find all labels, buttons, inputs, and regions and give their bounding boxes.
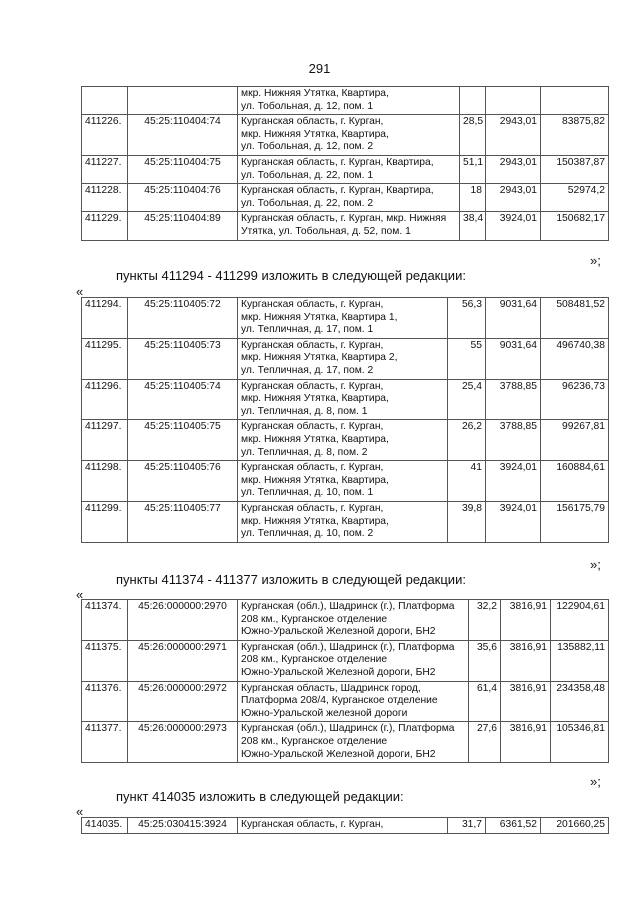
total-value-cell: 496740,38 [541, 338, 609, 379]
row-number: 411229. [82, 212, 128, 240]
cadastral-number: 45:25:110404:75 [128, 155, 238, 183]
table-row [82, 461, 609, 502]
cadastral-number: 45:25:110405:75 [128, 420, 238, 461]
quote-open-2: « [76, 587, 84, 602]
quote-close-1: »; [590, 253, 601, 268]
table-row [82, 338, 609, 379]
registry-table-1 [81, 86, 609, 241]
row-number: 411297. [82, 420, 128, 461]
total-value-cell: 135882,11 [551, 640, 609, 681]
address-cell: Курганская область, Шадринск город, Платформа 208/4, Курганское отделение Южно-Уральской железной дороги [238, 681, 469, 722]
area-cell: 27,6 [469, 722, 501, 763]
total-value-cell: 96236,73 [541, 379, 609, 420]
row-number: 411376. [82, 681, 128, 722]
cadastral-number: 45:26:000000:2972 [128, 681, 238, 722]
total-value-cell [541, 87, 609, 115]
total-value-cell: 156175,79 [541, 501, 609, 542]
price-cell: 2943,01 [486, 155, 541, 183]
table-row [82, 115, 609, 156]
row-number: 411294. [82, 298, 128, 339]
quote-open-1: « [76, 284, 84, 299]
address-cell: мкр. Нижняя Утятка, Квартира, ул. Тобольная, д. 12, пом. 1 [238, 87, 460, 115]
address-cell: Курганская область, г. Курган, мкр. Нижняя Утятка, ул. Тобольная, д. 52, пом. 1 [238, 212, 460, 240]
area-cell: 39,8 [448, 501, 486, 542]
amendment-paragraph-3: пункт 414035 изложить в следующей редакции: [116, 789, 404, 804]
table-row [82, 155, 609, 183]
area-cell: 41 [448, 461, 486, 502]
area-cell: 26,2 [448, 420, 486, 461]
row-number: 411377. [82, 722, 128, 763]
price-cell: 3816,91 [501, 681, 551, 722]
table-row [82, 501, 609, 542]
table-row [82, 818, 609, 834]
table-row [82, 184, 609, 212]
price-cell: 9031,64 [486, 298, 541, 339]
price-cell: 9031,64 [486, 338, 541, 379]
price-cell: 6361,52 [486, 818, 541, 834]
address-cell: Курганская область, г. Курган, мкр. Нижняя Утятка, Квартира 2, ул. Тепличная, д. 17, пом. 2 [238, 338, 448, 379]
row-number: 414035. [82, 818, 128, 834]
address-cell: Курганская область, г. Курган, мкр. Нижняя Утятка, Квартира, ул. Тепличная, д. 10, пом. 2 [238, 501, 448, 542]
address-cell: Курганская область, г. Курган, мкр. Нижняя Утятка, Квартира, ул. Тепличная, д. 8, пом. 1 [238, 379, 448, 420]
cadastral-number: 45:26:000000:2973 [128, 722, 238, 763]
amendment-paragraph-2: пункты 411374 - 411377 изложить в следующей редакции: [116, 572, 466, 587]
price-cell: 3788,85 [486, 379, 541, 420]
total-value-cell: 508481,52 [541, 298, 609, 339]
area-cell: 56,3 [448, 298, 486, 339]
address-cell: Курганская область, г. Курган, мкр. Нижняя Утятка, Квартира, ул. Тобольная, д. 12, пом. 2 [238, 115, 460, 156]
table-row [82, 212, 609, 240]
table-row [82, 379, 609, 420]
price-cell: 2943,01 [486, 184, 541, 212]
table-row [82, 420, 609, 461]
cadastral-number: 45:25:110405:72 [128, 298, 238, 339]
area-cell: 25,4 [448, 379, 486, 420]
price-cell: 3788,85 [486, 420, 541, 461]
address-cell: Курганская область, г. Курган, Квартира, ул. Тобольная, д. 22, пом. 2 [238, 184, 460, 212]
cadastral-number: 45:25:110404:74 [128, 115, 238, 156]
area-cell: 55 [448, 338, 486, 379]
address-cell: Курганская область, г. Курган, Квартира, ул. Тобольная, д. 22, пом. 1 [238, 155, 460, 183]
address-cell: Курганская (обл.), Шадринск (г.), Платформа 208 км., Курганское отделение Южно-Уральской Железной дороги, БН2 [238, 640, 469, 681]
cadastral-number: 45:25:110404:76 [128, 184, 238, 212]
area-cell: 31,7 [448, 818, 486, 834]
address-cell: Курганская область, г. Курган, мкр. Нижняя Утятка, Квартира 1, ул. Тепличная, д. 17, пом. 1 [238, 298, 448, 339]
area-cell: 35,6 [469, 640, 501, 681]
total-value-cell: 160884,61 [541, 461, 609, 502]
table-row [82, 681, 609, 722]
cadastral-number: 45:26:000000:2970 [128, 600, 238, 641]
row-number: 411298. [82, 461, 128, 502]
quote-close-2: »; [590, 557, 601, 572]
address-cell: Курганская (обл.), Шадринск (г.), Платформа 208 км., Курганское отделение Южно-Уральской Железной дороги, БН2 [238, 722, 469, 763]
table-row [82, 722, 609, 763]
amendment-paragraph-1: пункты 411294 - 411299 изложить в следующей редакции: [116, 268, 466, 283]
total-value-cell: 201660,25 [541, 818, 609, 834]
row-number: 411228. [82, 184, 128, 212]
address-cell: Курганская область, г. Курган, мкр. Нижняя Утятка, Квартира, ул. Тепличная, д. 8, пом. 2 [238, 420, 448, 461]
price-cell: 3816,91 [501, 600, 551, 641]
table-row [82, 640, 609, 681]
cadastral-number: 45:26:000000:2971 [128, 640, 238, 681]
address-cell: Курганская (обл.), Шадринск (г.), Платформа 208 км., Курганское отделение Южно-Уральской Железной дороги, БН2 [238, 600, 469, 641]
cadastral-number: 45:25:110404:89 [128, 212, 238, 240]
cadastral-number: 45:25:110405:74 [128, 379, 238, 420]
row-number: 411227. [82, 155, 128, 183]
registry-table-4 [81, 817, 609, 834]
page-number: 291 [308, 61, 331, 76]
area-cell: 28,5 [460, 115, 486, 156]
row-number: 411375. [82, 640, 128, 681]
price-cell: 3924,01 [486, 461, 541, 502]
address-cell: Курганская область, г. Курган, мкр. Нижняя Утятка, Квартира, ул. Тепличная, д. 10, пом. 1 [238, 461, 448, 502]
table-row [82, 298, 609, 339]
row-number: 411226. [82, 115, 128, 156]
price-cell: 3924,01 [486, 501, 541, 542]
row-number: 411295. [82, 338, 128, 379]
total-value-cell: 105346,81 [551, 722, 609, 763]
total-value-cell: 52974,2 [541, 184, 609, 212]
price-cell: 3816,91 [501, 640, 551, 681]
row-number: 411299. [82, 501, 128, 542]
cadastral-number [128, 87, 238, 115]
total-value-cell: 122904,61 [551, 600, 609, 641]
total-value-cell: 150387,87 [541, 155, 609, 183]
cadastral-number: 45:25:110405:76 [128, 461, 238, 502]
area-cell: 32,2 [469, 600, 501, 641]
total-value-cell: 150682,17 [541, 212, 609, 240]
row-number: 411296. [82, 379, 128, 420]
quote-open-3: « [76, 804, 84, 819]
cadastral-number: 45:25:030415:3924 [128, 818, 238, 834]
registry-table-2 [81, 297, 609, 543]
area-cell: 18 [460, 184, 486, 212]
cadastral-number: 45:25:110405:77 [128, 501, 238, 542]
table-row [82, 87, 609, 115]
total-value-cell: 99267,81 [541, 420, 609, 461]
price-cell: 3816,91 [501, 722, 551, 763]
table-row [82, 600, 609, 641]
total-value-cell: 234358,48 [551, 681, 609, 722]
area-cell: 38,4 [460, 212, 486, 240]
cadastral-number: 45:25:110405:73 [128, 338, 238, 379]
row-number [82, 87, 128, 115]
price-cell: 2943,01 [486, 115, 541, 156]
area-cell [460, 87, 486, 115]
quote-close-3: »; [590, 774, 601, 789]
area-cell: 61,4 [469, 681, 501, 722]
total-value-cell: 83875,82 [541, 115, 609, 156]
address-cell: Курганская область, г. Курган, [238, 818, 448, 834]
registry-table-3 [81, 599, 609, 763]
area-cell: 51,1 [460, 155, 486, 183]
price-cell [486, 87, 541, 115]
price-cell: 3924,01 [486, 212, 541, 240]
row-number: 411374. [82, 600, 128, 641]
